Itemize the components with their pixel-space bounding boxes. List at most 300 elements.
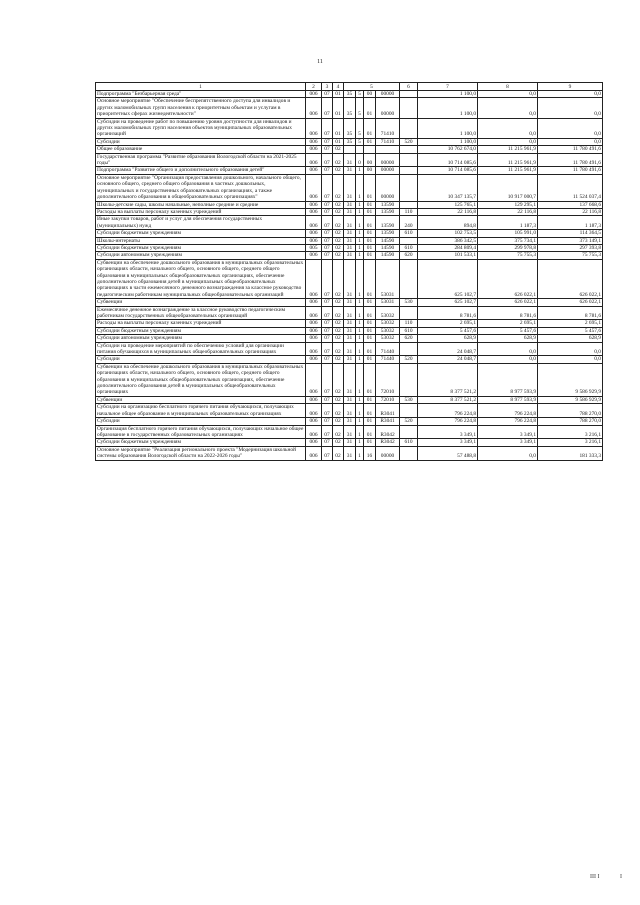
table-row — [96, 320, 603, 327]
amount-1: 1 100,0 — [418, 138, 478, 145]
direction-code: 13590 — [376, 216, 400, 230]
event-code: 01 — [364, 327, 376, 334]
event-code: 00 — [364, 153, 376, 167]
ministry-code: 006 — [306, 356, 322, 363]
ministry-code: 006 — [306, 439, 322, 446]
table-row — [96, 146, 603, 153]
direction-code: 53032 — [376, 335, 400, 342]
table-row — [96, 244, 603, 251]
header-cell: 8 — [478, 83, 538, 91]
direction-code: 00000 — [376, 91, 400, 98]
amount-1: 24 048,7 — [418, 356, 478, 363]
subprogram-code: 1 — [356, 252, 364, 259]
program-code: 31 — [344, 259, 356, 298]
amount-3: 297 393,8 — [538, 244, 603, 251]
section-code: 07 — [322, 138, 333, 145]
subsection-code: 02 — [333, 230, 344, 237]
subprogram-code: 1 — [356, 396, 364, 403]
amount-2: 0,0 — [478, 446, 538, 460]
section-code: 07 — [322, 342, 333, 356]
event-code: 01 — [364, 306, 376, 320]
footer-mark: III I — [590, 874, 600, 880]
header-cell: 2 — [306, 83, 322, 91]
row-name: Общее образование — [96, 146, 306, 153]
table-row — [96, 230, 603, 237]
amount-2: 0,0 — [478, 91, 538, 98]
header-cell: 9 — [538, 83, 603, 91]
event-code: 01 — [364, 98, 376, 118]
program-code: 31 — [344, 342, 356, 356]
row-name: Субсидии на проведение работ по повышению уровня доступности для инвалидов и других маломобильных групп населения объектов муниципальных образовательных организаций — [96, 118, 306, 138]
subsection-code: 02 — [333, 244, 344, 251]
ministry-code: 006 — [306, 396, 322, 403]
subprogram-code: 1 — [356, 216, 364, 230]
subprogram-code — [356, 146, 364, 153]
amount-1: 894,8 — [418, 216, 478, 230]
row-name: Субсидии автономным учреждениям — [96, 335, 306, 342]
ministry-code: 006 — [306, 418, 322, 425]
amount-3: 788 270,0 — [538, 418, 603, 425]
footer-mark-right: I — [620, 874, 622, 880]
amount-2: 1 187,3 — [478, 216, 538, 230]
section-code: 07 — [322, 174, 333, 201]
amount-1: 10 762 674,0 — [418, 146, 478, 153]
subsection-code: 02 — [333, 404, 344, 418]
amount-1: 796 224,8 — [418, 404, 478, 418]
event-code: 01 — [364, 174, 376, 201]
ministry-code: 006 — [306, 174, 322, 201]
row-name: Государственная программа "Развитие образования Вологодской области на 2021-2025 годы" — [96, 153, 306, 167]
amount-1: 57 488,8 — [418, 446, 478, 460]
event-code: 01 — [364, 216, 376, 230]
row-name: Субвенции — [96, 396, 306, 403]
amount-3: 3 216,1 — [538, 425, 603, 439]
subprogram-code: 1 — [356, 327, 364, 334]
section-code: 07 — [322, 118, 333, 138]
event-code: 01 — [364, 244, 376, 251]
direction-code: R3041 — [376, 418, 400, 425]
section-code: 07 — [322, 167, 333, 174]
table-row — [96, 306, 603, 320]
section-code: 07 — [322, 335, 333, 342]
direction-code: 53031 — [376, 259, 400, 298]
subsection-code: 02 — [333, 439, 344, 446]
row-name: Основное мероприятие "Реализация регионального проекта "Модернизация школьной системы образования Вологодской области на 2022-2026 годы" — [96, 446, 306, 460]
expense-type: 110 — [400, 320, 418, 327]
subsection-code: 02 — [333, 237, 344, 244]
subsection-code: 02 — [333, 396, 344, 403]
amount-3: 628,9 — [538, 335, 603, 342]
amount-3: 8 781,6 — [538, 306, 603, 320]
row-name: Субсидии — [96, 138, 306, 145]
expense-type — [400, 146, 418, 153]
amount-2: 0,0 — [478, 118, 538, 138]
expense-type: 520 — [400, 138, 418, 145]
program-code: 31 — [344, 396, 356, 403]
amount-3: 0,0 — [538, 118, 603, 138]
subprogram-code: 1 — [356, 230, 364, 237]
ministry-code: 006 — [306, 363, 322, 396]
event-code: 01 — [364, 356, 376, 363]
program-code: 31 — [344, 418, 356, 425]
table-row — [96, 363, 603, 396]
section-code: 07 — [322, 259, 333, 298]
direction-code: 00000 — [376, 174, 400, 201]
direction-code: 13590 — [376, 201, 400, 208]
event-code: 01 — [364, 396, 376, 403]
subsection-code: 02 — [333, 320, 344, 327]
program-code: 31 — [344, 320, 356, 327]
amount-2: 0,0 — [478, 98, 538, 118]
direction-code: R3041 — [376, 404, 400, 418]
ministry-code: 006 — [306, 138, 322, 145]
subprogram-code: 5 — [356, 118, 364, 138]
direction-code: 00000 — [376, 446, 400, 460]
event-code — [364, 146, 376, 153]
subprogram-code: 1 — [356, 418, 364, 425]
event-code: 01 — [364, 439, 376, 446]
event-code: 01 — [364, 425, 376, 439]
amount-2: 8 781,6 — [478, 306, 538, 320]
direction-code: 53031 — [376, 299, 400, 306]
subsection-code: 02 — [333, 335, 344, 342]
header-cell: 1 — [96, 83, 306, 91]
section-code: 07 — [322, 306, 333, 320]
direction-code: 72010 — [376, 363, 400, 396]
ministry-code: 006 — [306, 201, 322, 208]
amount-3: 9 586 929,9 — [538, 363, 603, 396]
amount-2: 0,0 — [478, 356, 538, 363]
amount-1: 3 349,1 — [418, 439, 478, 446]
program-code: 31 — [344, 425, 356, 439]
subprogram-code: 1 — [356, 201, 364, 208]
amount-3: 626 022,1 — [538, 259, 603, 298]
section-code: 07 — [322, 396, 333, 403]
table-row — [96, 404, 603, 418]
budget-table — [95, 82, 603, 461]
subsection-code: 01 — [333, 118, 344, 138]
program-code: 35 — [344, 98, 356, 118]
program-code: 35 — [344, 91, 356, 98]
event-code: 01 — [364, 259, 376, 298]
expense-type: 530 — [400, 299, 418, 306]
table-row — [96, 201, 603, 208]
section-code: 07 — [322, 91, 333, 98]
row-name: Субвенции на обеспечение дошкольного образования в муниципальных образовательных организациях области, начального общего, основного общего, среднего общего образования в муниципальных общеобразовательных организациях, обеспечение дополнительного образования детей в муниципальных общеобразовательных организациях в части ежемесячного денежного вознаграждения за классное руководство педагогическим работникам муниципальных общеобразовательных организаций — [96, 259, 306, 298]
amount-3: 626 022,1 — [538, 299, 603, 306]
direction-code: 53032 — [376, 327, 400, 334]
event-code: 00 — [364, 167, 376, 174]
event-code: 01 — [364, 201, 376, 208]
event-code: 01 — [364, 208, 376, 215]
direction-code: 00000 — [376, 167, 400, 174]
header-cell: 3 — [322, 83, 333, 91]
direction-code: 14590 — [376, 237, 400, 244]
expense-type — [400, 118, 418, 138]
program-code: 31 — [344, 404, 356, 418]
row-name: Основное мероприятие "Обеспечение беспрепятственного доступа для инвалидов и других маломобильных групп населения к приоритетным объектам и услугам в приоритетных сферах жизнедеятельности" — [96, 98, 306, 118]
table-row — [96, 439, 603, 446]
amount-3: 5 457,6 — [538, 327, 603, 334]
table-row — [96, 342, 603, 356]
subprogram-code: 1 — [356, 167, 364, 174]
direction-code: R3042 — [376, 425, 400, 439]
section-code: 07 — [322, 439, 333, 446]
amount-2: 11 215 961,9 — [478, 153, 538, 167]
subprogram-code: 1 — [356, 363, 364, 396]
row-name: Расходы на выплаты персоналу казенных учреждений — [96, 320, 306, 327]
row-name: Школы-детские сады, школы начальные, неполные средние и средние — [96, 201, 306, 208]
section-code: 07 — [322, 153, 333, 167]
direction-code: 71440 — [376, 356, 400, 363]
row-name: Субсидии — [96, 418, 306, 425]
row-name: Субсидии бюджетным учреждениям — [96, 244, 306, 251]
program-code: 31 — [344, 306, 356, 320]
subsection-code: 02 — [333, 363, 344, 396]
subprogram-code: 1 — [356, 335, 364, 342]
subsection-code: 01 — [333, 98, 344, 118]
amount-3: 11 780 491,6 — [538, 167, 603, 174]
section-code: 07 — [322, 320, 333, 327]
program-code: 31 — [344, 167, 356, 174]
subprogram-code: 1 — [356, 404, 364, 418]
subprogram-code: 5 — [356, 138, 364, 145]
amount-2: 299 978,8 — [478, 244, 538, 251]
program-code: 31 — [344, 327, 356, 334]
amount-1: 5 457,6 — [418, 327, 478, 334]
ministry-code: 006 — [306, 167, 322, 174]
amount-1: 102 753,5 — [418, 230, 478, 237]
amount-2: 796 224,8 — [478, 404, 538, 418]
program-code: 31 — [344, 208, 356, 215]
expense-type: 520 — [400, 418, 418, 425]
expense-type: 620 — [400, 252, 418, 259]
amount-2: 5 457,6 — [478, 327, 538, 334]
amount-2: 3 349,1 — [478, 439, 538, 446]
expense-type: 240 — [400, 216, 418, 230]
table-row — [96, 208, 603, 215]
amount-3: 181 333,3 — [538, 446, 603, 460]
amount-3: 788 270,0 — [538, 404, 603, 418]
subprogram-code: 5 — [356, 98, 364, 118]
subprogram-code: 1 — [356, 299, 364, 306]
table-row — [96, 327, 603, 334]
subsection-code: 02 — [333, 299, 344, 306]
subsection-code: 02 — [333, 252, 344, 259]
amount-3: 22 116,8 — [538, 208, 603, 215]
program-code: 35 — [344, 138, 356, 145]
table-row — [96, 335, 603, 342]
direction-code: 71440 — [376, 342, 400, 356]
direction-code: 53032 — [376, 320, 400, 327]
subprogram-code: 1 — [356, 237, 364, 244]
amount-2: 75 755,3 — [478, 252, 538, 259]
section-code: 07 — [322, 146, 333, 153]
row-name: Субсидии — [96, 356, 306, 363]
program-code: 31 — [344, 201, 356, 208]
header-cell: 5 — [344, 83, 400, 91]
subsection-code: 02 — [333, 259, 344, 298]
subsection-code: 02 — [333, 167, 344, 174]
ministry-code: 006 — [306, 446, 322, 460]
amount-2: 129 295,1 — [478, 201, 538, 208]
expense-type: 610 — [400, 327, 418, 334]
program-code: 31 — [344, 237, 356, 244]
amount-2: 10 917 000,7 — [478, 174, 538, 201]
table-row — [96, 252, 603, 259]
direction-code: 00000 — [376, 153, 400, 167]
expense-type: 610 — [400, 244, 418, 251]
amount-3: 11 780 491,6 — [538, 153, 603, 167]
expense-type: 110 — [400, 208, 418, 215]
program-code: 35 — [344, 118, 356, 138]
amount-1: 625 102,7 — [418, 299, 478, 306]
table-row — [96, 153, 603, 167]
table-row — [96, 418, 603, 425]
expense-type — [400, 91, 418, 98]
amount-1: 628,9 — [418, 335, 478, 342]
amount-1: 3 349,1 — [418, 425, 478, 439]
direction-code: 14590 — [376, 252, 400, 259]
amount-3: 3 216,1 — [538, 439, 603, 446]
amount-1: 8 377 521,2 — [418, 396, 478, 403]
table-row — [96, 259, 603, 298]
expense-type: 530 — [400, 396, 418, 403]
expense-type — [400, 363, 418, 396]
table-row — [96, 356, 603, 363]
amount-2: 3 349,1 — [478, 425, 538, 439]
program-code: 31 — [344, 216, 356, 230]
event-code: 01 — [364, 418, 376, 425]
subsection-code: 02 — [333, 446, 344, 460]
row-name: Иные закупки товаров, работ и услуг для обеспечения государственных (муниципальных) нужд — [96, 216, 306, 230]
event-code: 01 — [364, 237, 376, 244]
subsection-code: 01 — [333, 138, 344, 145]
row-name: Субсидии бюджетным учреждениям — [96, 230, 306, 237]
amount-1: 24 048,7 — [418, 342, 478, 356]
subprogram-code: 1 — [356, 208, 364, 215]
amount-3: 0,0 — [538, 98, 603, 118]
ministry-code: 005 — [306, 244, 322, 251]
amount-2: 628,9 — [478, 335, 538, 342]
table-row — [96, 91, 603, 98]
amount-2: 0,0 — [478, 138, 538, 145]
row-name: Субсидии на организацию бесплатного горячего питания обучающихся, получающих начальное общее образование в муниципальных образовательных организациях — [96, 404, 306, 418]
amount-2: 375 734,1 — [478, 237, 538, 244]
subsection-code: 02 — [333, 306, 344, 320]
expense-type — [400, 404, 418, 418]
amount-1: 8 781,6 — [418, 306, 478, 320]
direction-code: 71410 — [376, 138, 400, 145]
amount-1: 1 100,0 — [418, 118, 478, 138]
row-name: Субвенции — [96, 299, 306, 306]
table-row — [96, 446, 603, 460]
section-code: 07 — [322, 418, 333, 425]
row-name: Подпрограмма "Развитие общего и дополнительного образования детей" — [96, 167, 306, 174]
ministry-code: 006 — [306, 118, 322, 138]
ministry-code: 006 — [306, 230, 322, 237]
direction-code: 00000 — [376, 98, 400, 118]
subsection-code: 01 — [333, 91, 344, 98]
program-code: 31 — [344, 230, 356, 237]
header-row — [96, 83, 603, 91]
subsection-code: 02 — [333, 174, 344, 201]
direction-code: 13590 — [376, 208, 400, 215]
subprogram-code: 1 — [356, 259, 364, 298]
table-row — [96, 98, 603, 118]
ministry-code: 006 — [306, 216, 322, 230]
expense-type — [400, 425, 418, 439]
section-code: 07 — [322, 244, 333, 251]
ministry-code: 006 — [306, 335, 322, 342]
program-code: 31 — [344, 356, 356, 363]
ministry-code: 006 — [306, 425, 322, 439]
amount-2: 105 991,0 — [478, 230, 538, 237]
subprogram-code: 1 — [356, 244, 364, 251]
row-name: Организация бесплатного горячего питания обучающихся, получающих начальное общее образование в государственных образовательных организациях — [96, 425, 306, 439]
subprogram-code: 1 — [356, 446, 364, 460]
section-code: 07 — [322, 230, 333, 237]
event-code: 01 — [364, 404, 376, 418]
subprogram-code: 5 — [356, 91, 364, 98]
program-code: 31 — [344, 299, 356, 306]
amount-3: 0,0 — [538, 138, 603, 145]
ministry-code: 006 — [306, 237, 322, 244]
section-code: 07 — [322, 98, 333, 118]
event-code: 01 — [364, 363, 376, 396]
header-cell: 4 — [333, 83, 344, 91]
header-cell: 7 — [418, 83, 478, 91]
table-row — [96, 138, 603, 145]
expense-type: 610 — [400, 230, 418, 237]
table-row — [96, 174, 603, 201]
expense-type — [400, 174, 418, 201]
subsection-code: 02 — [333, 146, 344, 153]
amount-1: 10 714 085,6 — [418, 167, 478, 174]
program-code: 31 — [344, 244, 356, 251]
ministry-code: 006 — [306, 404, 322, 418]
page-number: 11 — [317, 59, 323, 65]
subsection-code: 02 — [333, 216, 344, 230]
event-code: 01 — [364, 118, 376, 138]
section-code: 07 — [322, 201, 333, 208]
expense-type — [400, 237, 418, 244]
program-code: 31 — [344, 252, 356, 259]
ministry-code: 006 — [306, 327, 322, 334]
ministry-code: 006 — [306, 252, 322, 259]
row-name: Ежемесячное денежное вознаграждение за классное руководство педагогическим работникам государственных общеобразовательных организаций — [96, 306, 306, 320]
subprogram-code: 0 — [356, 153, 364, 167]
section-code: 07 — [322, 404, 333, 418]
direction-code: 53032 — [376, 306, 400, 320]
amount-3: 11 780 491,6 — [538, 146, 603, 153]
amount-1: 1 100,0 — [418, 98, 478, 118]
amount-1: 796 224,8 — [418, 418, 478, 425]
amount-2: 796 224,8 — [478, 418, 538, 425]
expense-type — [400, 342, 418, 356]
section-code: 07 — [322, 425, 333, 439]
section-code: 07 — [322, 356, 333, 363]
section-code: 07 — [322, 252, 333, 259]
table-row — [96, 396, 603, 403]
expense-type — [400, 259, 418, 298]
ministry-code: 006 — [306, 146, 322, 153]
expense-type — [400, 98, 418, 118]
section-code: 07 — [322, 363, 333, 396]
amount-3: 11 524 037,4 — [538, 174, 603, 201]
subsection-code: 02 — [333, 425, 344, 439]
ministry-code: 006 — [306, 320, 322, 327]
